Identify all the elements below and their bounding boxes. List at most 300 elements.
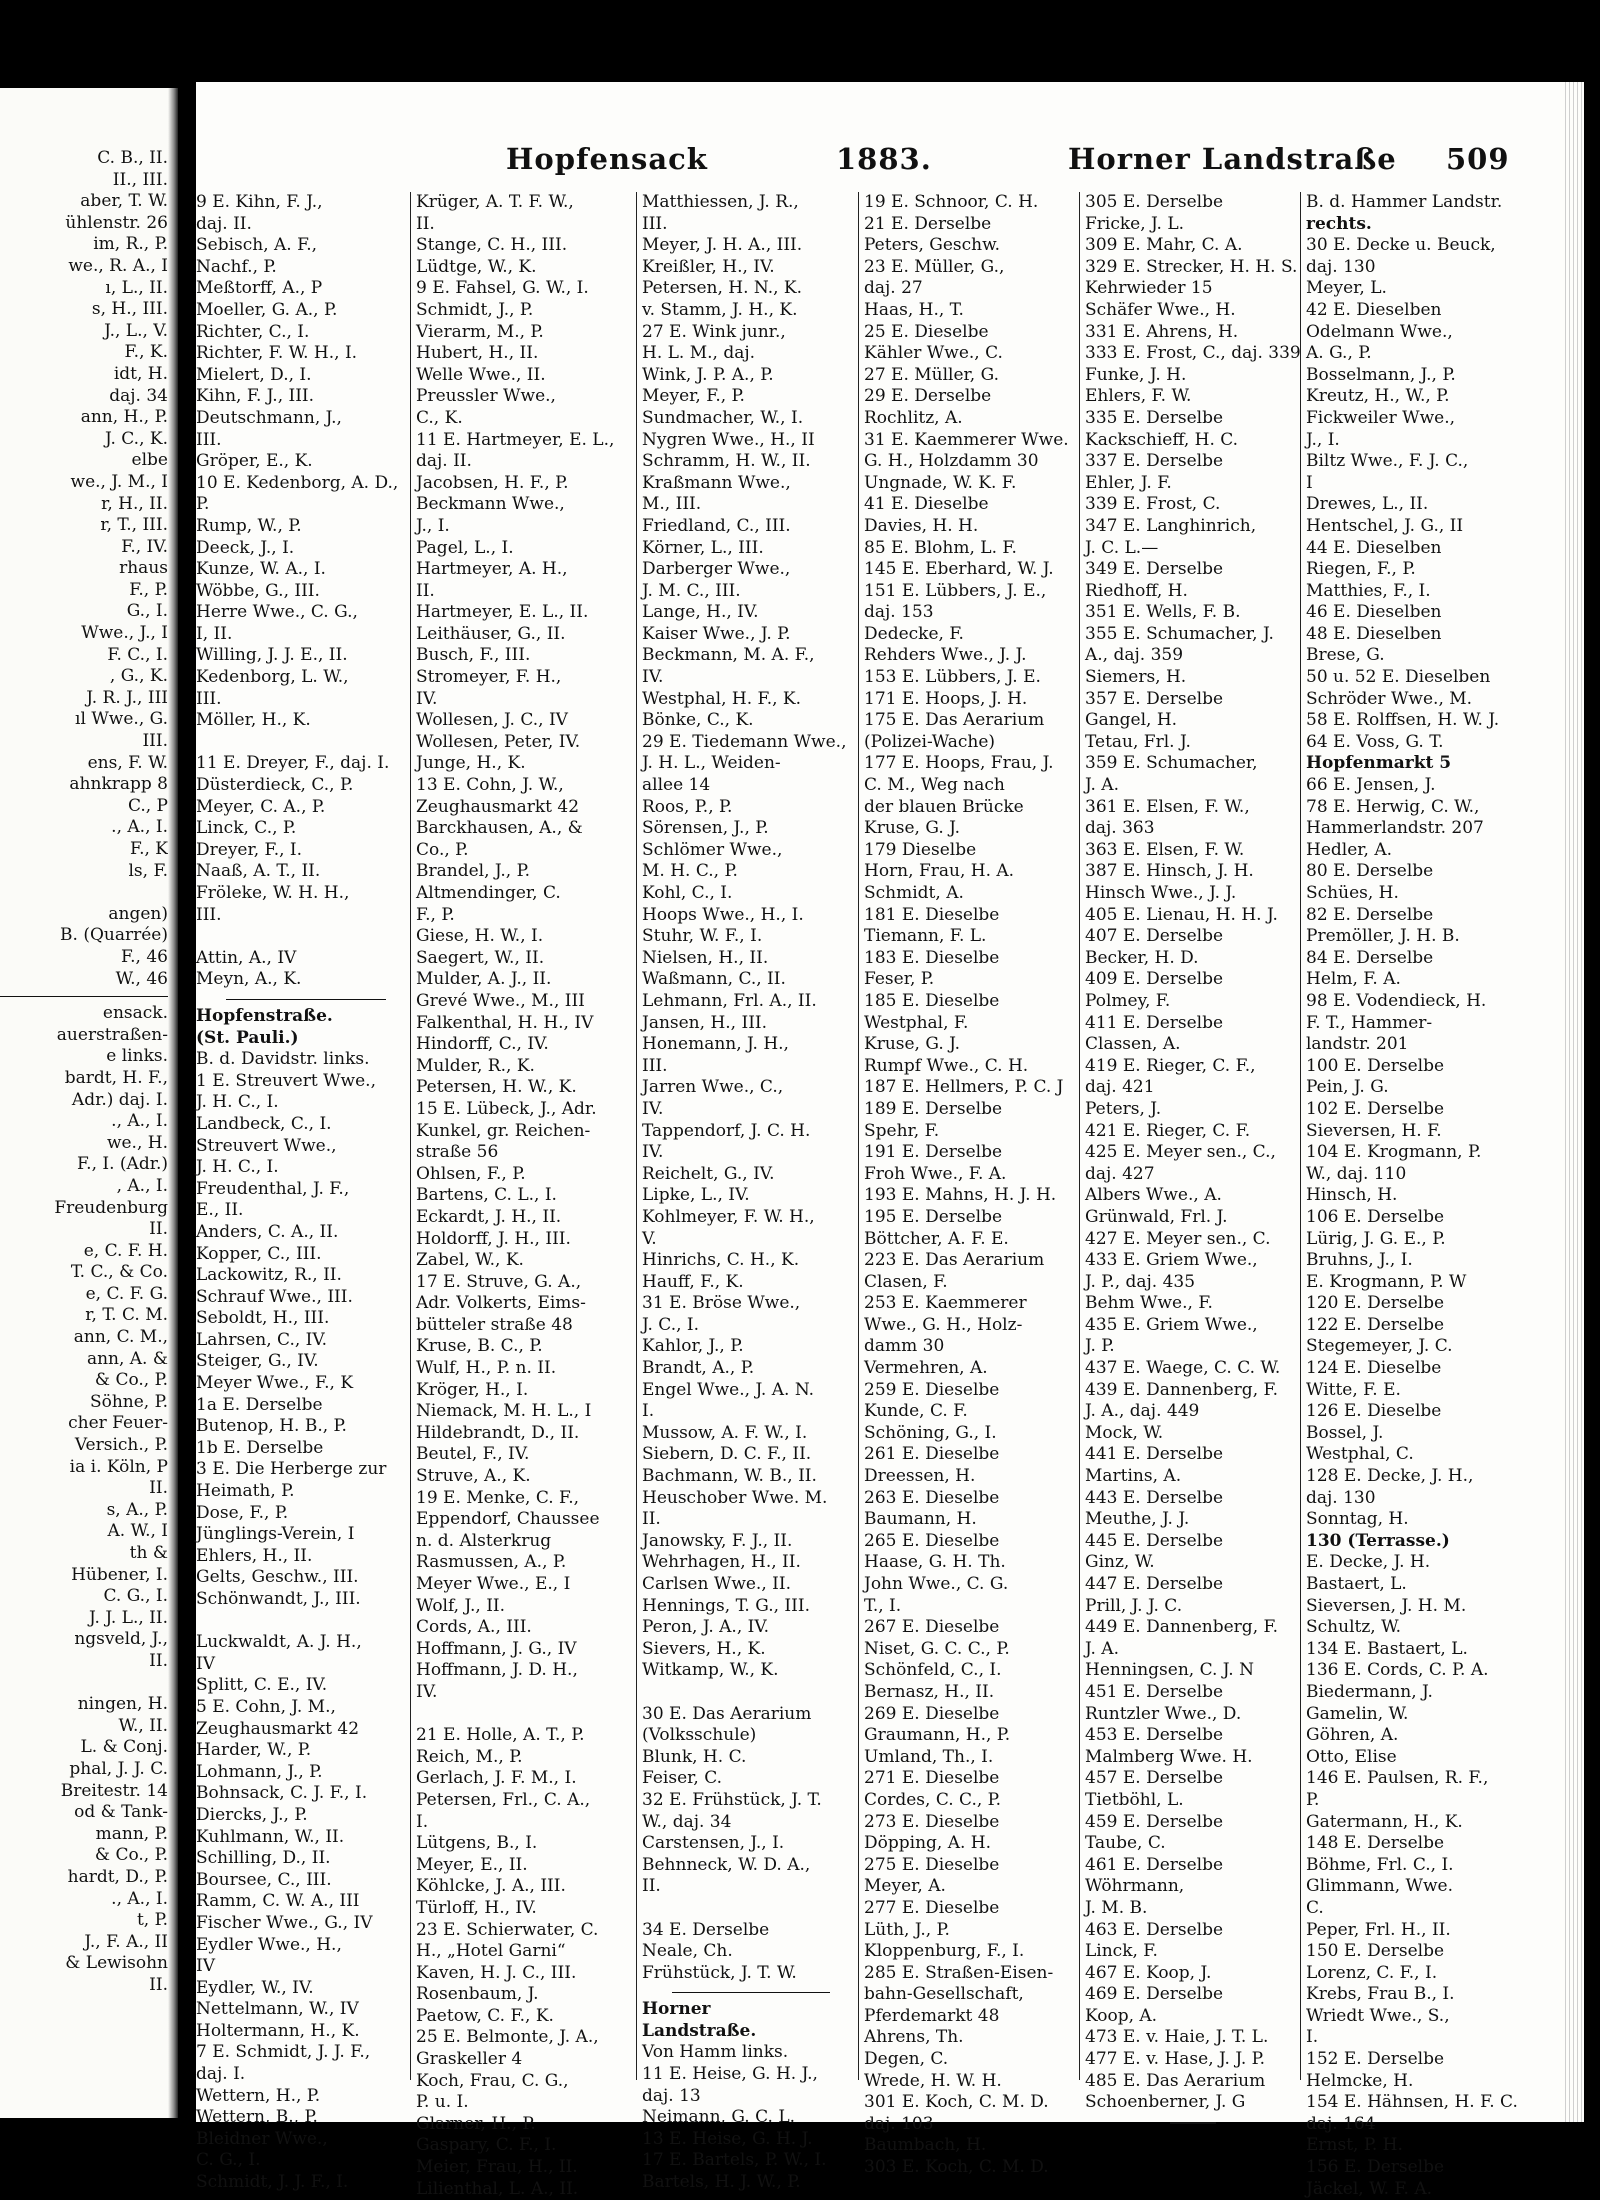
directory-entry: 10 E. Kedenborg, A. D., bbox=[196, 472, 399, 493]
directory-entry: III. bbox=[196, 688, 222, 709]
directory-entry: 124 E. Dieselbe bbox=[1306, 1358, 1442, 1379]
directory-entry: Busch, F., III. bbox=[416, 645, 531, 666]
directory-entry: Neale, Ch. bbox=[642, 1941, 733, 1962]
directory-entry: 84 E. Derselbe bbox=[1306, 947, 1434, 968]
directory-entry: Schmidt, A. bbox=[864, 883, 964, 903]
directory-entry: Zeughausmarkt 42 bbox=[416, 796, 580, 817]
directory-entry: Tietböhl, L. bbox=[1085, 1789, 1184, 1810]
directory-entry: 31 E. Bröse Wwe., bbox=[642, 1293, 801, 1314]
directory-entry: Gerlach, J. F. M., I. bbox=[416, 1768, 577, 1789]
directory-entry: Steiger, G., IV. bbox=[196, 1351, 319, 1372]
directory-entry: 66 E. Jensen, J. bbox=[1306, 775, 1436, 796]
directory-entry: Janowsky, F. J., II. bbox=[642, 1530, 793, 1551]
directory-entry: Schramm, H. W., II. bbox=[642, 451, 811, 472]
directory-entry: Kruse, G. J. bbox=[864, 818, 961, 839]
directory-entry: 7 E. Schmidt, J. J. F., bbox=[196, 2042, 371, 2063]
directory-entry: Friedland, C., III. bbox=[642, 515, 791, 536]
directory-entry: Brandt, A., P. bbox=[642, 1358, 755, 1379]
directory-entry: daj. 363 bbox=[1085, 818, 1155, 839]
directory-entry: Hübener, I. bbox=[71, 1564, 168, 1585]
directory-entry: Kloppenburg, F., I. bbox=[864, 1941, 1025, 1962]
directory-entry: Lütgens, B., I. bbox=[416, 1833, 538, 1854]
directory-entry: II. bbox=[149, 1974, 168, 1995]
directory-entry: Polmey, F. bbox=[1085, 990, 1171, 1011]
directory-entry: s, A., P. bbox=[106, 1499, 168, 1520]
directory-entry: 195 E. Derselbe bbox=[864, 1206, 1003, 1227]
directory-entry: IV bbox=[196, 1653, 215, 1674]
directory-entry: F., 46 bbox=[121, 946, 168, 967]
directory-entry: Kruse, B. C., P. bbox=[416, 1336, 543, 1357]
directory-entry: Ohlsen, F., P. bbox=[416, 1163, 526, 1184]
directory-entry: Runtzler Wwe., D. bbox=[1085, 1703, 1242, 1724]
header-left: Hopfensack bbox=[506, 142, 708, 176]
directory-entry: elbe bbox=[131, 450, 168, 471]
directory-entry: 136 E. Cords, C. P. A. bbox=[1306, 1660, 1489, 1681]
directory-entry: F., K. bbox=[124, 342, 168, 363]
directory-entry: Dose, F., P. bbox=[196, 1502, 289, 1523]
directory-entry: Brandel, J., P. bbox=[416, 861, 530, 882]
directory-entry: Kedenborg, L. W., bbox=[196, 667, 349, 688]
directory-entry: Schmidt, J., P. bbox=[416, 299, 534, 320]
directory-entry: Westphal, C. bbox=[1306, 1444, 1414, 1465]
section-rule bbox=[0, 990, 168, 997]
directory-entry: Streuvert Wwe., bbox=[196, 1135, 337, 1156]
directory-entry: 13 E. Heise, G. H. J. bbox=[642, 2128, 813, 2149]
directory-entry: 19 E. Menke, C. F., bbox=[416, 1487, 580, 1508]
directory-entry: Zabel, W., K. bbox=[416, 1250, 524, 1271]
directory-entry: 21 E. Derselbe bbox=[864, 213, 992, 234]
directory-entry: 261 E. Dieselbe bbox=[864, 1444, 1000, 1465]
directory-entry: Meier, Frau, H., II. bbox=[416, 2157, 578, 2178]
directory-entry: Rochlitz, A. bbox=[864, 407, 963, 428]
directory-entry: I. bbox=[1306, 2027, 1319, 2048]
directory-entry: Sebisch, A. F., bbox=[196, 235, 318, 256]
directory-entry: Pagel, L., I. bbox=[416, 537, 514, 558]
directory-entry: ens, F. W. bbox=[87, 752, 168, 773]
directory-entry: Saegert, W., II. bbox=[416, 947, 545, 968]
directory-entry: ia i. Köln, P bbox=[69, 1456, 168, 1477]
directory-entry: Hoops Wwe., H., I. bbox=[642, 904, 804, 925]
directory-entry: ., A., I. bbox=[111, 1888, 168, 1909]
directory-entry: Bruhns, J., I. bbox=[1306, 1250, 1413, 1271]
directory-entry: C., P bbox=[127, 795, 168, 816]
directory-entry: Mulder, A. J., II. bbox=[416, 969, 552, 990]
directory-entry: ningen, H. bbox=[77, 1694, 168, 1715]
directory-entry: Hennings, T. G., III. bbox=[642, 1595, 810, 1616]
directory-entry: Glimmann, Wwe. bbox=[1306, 1876, 1454, 1897]
directory-entry: Kuhlmann, W., II. bbox=[196, 1826, 345, 1847]
directory-entry: Petersen, H. N., K. bbox=[642, 278, 803, 299]
directory-entry: Ginz, W. bbox=[1085, 1552, 1155, 1573]
directory-entry: 102 E. Derselbe bbox=[1306, 1098, 1445, 1119]
directory-entry: Sonntag, H. bbox=[1306, 1509, 1409, 1530]
directory-entry: Koch, Frau, C. G., bbox=[416, 2070, 569, 2091]
directory-entry: Hoffmann, J. G., IV bbox=[416, 1638, 577, 1659]
directory-entry: Graskeller 4 bbox=[416, 2049, 523, 2070]
directory-entry: 1a E. Derselbe bbox=[196, 1394, 323, 1415]
directory-entry: 179 Dieselbe bbox=[864, 839, 977, 860]
directory-entry: Hildebrandt, D., II. bbox=[416, 1422, 580, 1443]
directory-entry: H., „Hotel Garni“ bbox=[416, 1941, 566, 1962]
directory-entry: Freudenthal, J. F., bbox=[196, 1178, 350, 1199]
end-rule bbox=[1085, 2122, 1300, 2132]
directory-entry: 23 E. Schierwater, C. bbox=[416, 1919, 599, 1940]
directory-entry: 153 E. Lübbers, J. E. bbox=[864, 667, 1041, 688]
directory-entry: Wink, J. P. A., P. bbox=[642, 364, 774, 385]
directory-entry: 134 E. Bastaert, L. bbox=[1306, 1638, 1468, 1659]
directory-entry: Fröleke, W. H. H., bbox=[196, 883, 350, 903]
directory-entry: Altmendinger, C. bbox=[416, 883, 561, 903]
scan-border-top bbox=[118, 0, 180, 88]
directory-entry: angen) bbox=[108, 903, 168, 924]
directory-entry: daj. 164 bbox=[1306, 2113, 1376, 2134]
directory-entry: 253 E. Kaemmerer bbox=[864, 1293, 1027, 1314]
directory-entry: Düsterdieck, C., P. bbox=[196, 775, 354, 796]
directory-entry: we., R. A., I bbox=[68, 255, 168, 276]
directory-entry: 126 E. Dieselbe bbox=[1306, 1401, 1442, 1422]
directory-entry: 459 E. Derselbe bbox=[1085, 1811, 1224, 1832]
directory-entry: Kohlmeyer, F. W. H., bbox=[642, 1206, 815, 1227]
directory-entry: Hindorff, C., IV. bbox=[416, 1034, 549, 1055]
directory-entry: Herre Wwe., C. G., bbox=[196, 602, 358, 623]
directory-entry: 189 E. Derselbe bbox=[864, 1098, 1003, 1119]
directory-entry bbox=[0, 882, 168, 904]
directory-entry: 148 E. Derselbe bbox=[1306, 1833, 1445, 1854]
directory-entry: Hartmeyer, A. H., bbox=[416, 559, 568, 580]
directory-entry: 120 E. Derselbe bbox=[1306, 1293, 1445, 1314]
directory-entry: 269 E. Dieselbe bbox=[864, 1703, 1000, 1724]
directory-entry: Linck, C., P. bbox=[196, 818, 297, 839]
directory-entry: 443 E. Derselbe bbox=[1085, 1487, 1224, 1508]
directory-entry: Göhren, A. bbox=[1306, 1725, 1399, 1746]
directory-entry: Fickweiler Wwe., bbox=[1306, 407, 1456, 428]
directory-entry: G. H., Holzdamm 30 bbox=[864, 451, 1039, 472]
directory-entry: Riegen, F., P. bbox=[1306, 559, 1416, 580]
directory-entry: Attin, A., IV bbox=[196, 947, 297, 968]
section-heading: (St. Pauli.) bbox=[196, 1027, 299, 1048]
directory-entry: Siemers, H. bbox=[1085, 667, 1187, 688]
directory-entry: Biedermann, J. bbox=[1306, 1681, 1433, 1702]
directory-entry: r, T. C. M. bbox=[85, 1305, 168, 1326]
directory-entry: Cords, A., III. bbox=[416, 1617, 532, 1638]
directory-entry: Kunze, W. A., I. bbox=[196, 559, 326, 580]
directory-entry: Mielert, D., I. bbox=[196, 364, 312, 385]
section-heading: rechts. bbox=[1306, 213, 1372, 234]
column-2 bbox=[416, 192, 634, 2199]
directory-entry: Rosenbaum, J. bbox=[416, 1984, 539, 2005]
directory-entry: Lange, H., IV. bbox=[642, 602, 759, 623]
directory-entry: Kihn, F. J., III. bbox=[196, 386, 315, 407]
directory-entry: Jacobsen, H. F., P. bbox=[416, 472, 569, 493]
directory-entry: Waßmann, C., II. bbox=[642, 969, 786, 990]
directory-entry: W., daj. 34 bbox=[642, 1811, 732, 1832]
directory-entry: Feiser, C. bbox=[642, 1768, 723, 1789]
directory-entry: J. A. bbox=[1085, 775, 1119, 796]
directory-entry: 441 E. Derselbe bbox=[1085, 1444, 1224, 1465]
directory-entry: Stromeyer, F. H., bbox=[416, 667, 562, 688]
directory-entry: we., H. bbox=[106, 1132, 168, 1153]
directory-entry: Wriedt Wwe., S., bbox=[1306, 2005, 1450, 2026]
directory-entry: ngsveld, J., bbox=[74, 1629, 168, 1650]
directory-entry: 411 E. Derselbe bbox=[1085, 1012, 1224, 1033]
directory-entry: Schönfeld, C., I. bbox=[864, 1660, 1002, 1681]
directory-entry: 339 E. Frost, C. bbox=[1085, 494, 1221, 515]
directory-entry: Kahlor, J., P. bbox=[642, 1336, 744, 1357]
directory-entry: phal, J. J. C. bbox=[69, 1758, 168, 1779]
directory-entry: Taube, C. bbox=[1085, 1833, 1166, 1854]
directory-entry: ann, H., P. bbox=[80, 407, 168, 428]
directory-entry: F. T., Hammer- bbox=[1306, 1012, 1433, 1033]
directory-entry: Gaspary, C. F., I. bbox=[416, 2135, 557, 2156]
directory-entry: Hubert, H., II. bbox=[416, 343, 539, 364]
directory-entry: Hinrichs, C. H., K. bbox=[642, 1250, 800, 1271]
directory-entry: F. C., I. bbox=[107, 644, 168, 665]
directory-entry: Otto, Elise bbox=[1306, 1746, 1397, 1767]
directory-entry: Neimann, G. C. L. bbox=[642, 2107, 796, 2128]
directory-entry: Wrede, H. W. H. bbox=[864, 2070, 1002, 2091]
directory-entry: Funke, J. H. bbox=[1085, 364, 1187, 385]
page-number: 509 bbox=[1446, 142, 1510, 176]
directory-entry: 5 E. Cohn, J. M., bbox=[196, 1696, 336, 1717]
directory-entry: Luckwaldt, A. J. H., bbox=[196, 1632, 362, 1653]
directory-entry: Butenop, H. B., P. bbox=[196, 1416, 347, 1437]
directory-entry: Sieversen, H. F. bbox=[1306, 1120, 1442, 1141]
directory-entry: Westphal, H. F., K. bbox=[642, 688, 802, 709]
directory-entry: 128 E. Decke, J. H., bbox=[1306, 1466, 1474, 1487]
directory-entry: Wöbbe, G., III. bbox=[196, 580, 320, 601]
directory-entry: 48 E. Dieselben bbox=[1306, 623, 1442, 644]
directory-entry: Bartels, H. J. W., P. bbox=[642, 2172, 801, 2193]
directory-entry: 361 E. Elsen, F. W., bbox=[1085, 796, 1250, 817]
directory-entry: 387 E. Hinsch, J. H. bbox=[1085, 861, 1254, 882]
directory-entry: B. d. Davidstr. links. bbox=[196, 1049, 370, 1070]
directory-entry: Degen, C. bbox=[864, 2049, 949, 2070]
directory-entry: 405 E. Lienau, H. H. J. bbox=[1085, 904, 1278, 925]
directory-entry: Niemack, M. H. L., I bbox=[416, 1401, 592, 1422]
directory-entry: 50 u. 52 E. Dieselben bbox=[1306, 667, 1491, 688]
directory-entry: Leithäuser, G., II. bbox=[416, 623, 566, 644]
directory-entry: Wollesen, Peter, IV. bbox=[416, 731, 581, 752]
directory-entry: Witkamp, W., K. bbox=[642, 1660, 779, 1681]
directory-entry: Meyn, A., K. bbox=[196, 969, 302, 990]
directory-entry: J. H. C., I. bbox=[196, 1157, 279, 1178]
directory-entry: Böhme, Frl. C., I. bbox=[1306, 1854, 1454, 1875]
directory-entry: III. bbox=[196, 429, 222, 450]
directory-entry: 17 E. Struve, G. A., bbox=[416, 1271, 582, 1292]
directory-entry: H. L. M., daj. bbox=[642, 343, 756, 364]
directory-entry: Fricke, J. L. bbox=[1085, 213, 1185, 234]
book-gutter bbox=[168, 88, 178, 2118]
directory-entry: daj. 34 bbox=[109, 385, 168, 406]
directory-entry: ensack. bbox=[102, 1003, 168, 1024]
directory-entry: Breitestr. 14 bbox=[60, 1780, 168, 1801]
directory-entry: 27 E. Wink junr., bbox=[642, 321, 786, 342]
directory-entry: 17 E. Bartels, P. W., I. bbox=[642, 2150, 827, 2171]
directory-entry: 78 E. Herwig, C. W., bbox=[1306, 796, 1480, 817]
directory-entry: J. A., daj. 449 bbox=[1085, 1401, 1200, 1422]
directory-entry: Meuthe, J. J. bbox=[1085, 1509, 1190, 1530]
section-rule bbox=[226, 991, 386, 1000]
directory-entry: auerstraßen- bbox=[56, 1024, 168, 1045]
directory-entry: Riedhoff, H. bbox=[1085, 580, 1188, 601]
directory-entry: C. G., I. bbox=[196, 2150, 261, 2171]
header-right: Horner Landstraße bbox=[1068, 142, 1397, 176]
directory-entry: Pein, J. G. bbox=[1306, 1077, 1389, 1098]
directory-entry: Vermehren, A. bbox=[864, 1358, 988, 1379]
directory-entry: A. G., P. bbox=[1306, 343, 1372, 364]
directory-entry: damm 30 bbox=[864, 1336, 945, 1357]
directory-entry: aber, T. W. bbox=[80, 191, 168, 212]
directory-entry: Cordes, C. C., P. bbox=[864, 1789, 1002, 1810]
directory-entry: 335 E. Derselbe bbox=[1085, 407, 1224, 428]
directory-entry: 359 E. Schumacher, bbox=[1085, 753, 1258, 774]
directory-entry: Gatermann, H., K. bbox=[1306, 1811, 1463, 1832]
directory-entry: daj. 103 bbox=[864, 2113, 934, 2134]
directory-entry: Hinsch, H. bbox=[1306, 1185, 1398, 1206]
directory-entry: Carstensen, J., I. bbox=[642, 1833, 785, 1854]
directory-entry: 185 E. Dieselbe bbox=[864, 990, 1000, 1011]
directory-entry: Schultz, W. bbox=[1306, 1617, 1402, 1638]
directory-entry: J. A. bbox=[1085, 1638, 1119, 1659]
directory-entry: e, C. F. H. bbox=[83, 1240, 168, 1261]
directory-entry: Schäfer Wwe., H. bbox=[1085, 299, 1236, 320]
directory-entry: C. B., II. bbox=[97, 148, 168, 168]
directory-entry: Stuhr, W. F., I. bbox=[642, 926, 763, 947]
directory-entry: Beckmann Wwe., bbox=[416, 494, 565, 515]
directory-entry: 11 E. Dreyer, F., daj. I. bbox=[196, 753, 390, 774]
directory-entry: Wettern, B., P. bbox=[196, 2107, 318, 2128]
section-heading: Horner bbox=[642, 1999, 711, 2020]
header-year: 1883. bbox=[836, 142, 932, 176]
directory-entry: Schoenberner, J. G bbox=[1085, 2092, 1246, 2113]
directory-entry: Hentschel, J. G., II bbox=[1306, 515, 1464, 536]
directory-entry: Freudenburg bbox=[54, 1197, 168, 1218]
section-rule bbox=[672, 1984, 830, 1993]
directory-entry: ann, A. & bbox=[86, 1348, 168, 1369]
directory-entry: J. H. L., Weiden- bbox=[642, 753, 781, 774]
directory-entry: Witte, F. E. bbox=[1306, 1379, 1401, 1400]
directory-entry: Matthiessen, J. R., bbox=[642, 192, 799, 212]
directory-entry: Holdorff, J. H., III. bbox=[416, 1228, 571, 1249]
directory-entry: Bohnsack, C. J. F., I. bbox=[196, 1783, 368, 1804]
directory-entry: C., K. bbox=[416, 407, 463, 428]
directory-entry: P. u. I. bbox=[416, 2092, 469, 2113]
directory-entry: Stegemeyer, J. C. bbox=[1306, 1336, 1453, 1357]
directory-entry: 1b E. Derselbe bbox=[196, 1437, 324, 1458]
directory-entry: W., daj. 110 bbox=[1306, 1163, 1407, 1184]
directory-entry: Co., P. bbox=[416, 839, 469, 860]
directory-entry: 98 E. Vodendieck, H. bbox=[1306, 990, 1487, 1011]
directory-entry: III. bbox=[196, 904, 222, 925]
directory-entry: daj. II. bbox=[416, 451, 472, 472]
directory-entry: v. Stamm, J. H., K. bbox=[642, 299, 798, 320]
directory-entry: Kraßmann Wwe., bbox=[642, 472, 791, 493]
directory-entry: J. M. C., III. bbox=[642, 580, 741, 601]
directory-entry: Tappendorf, J. C. H. bbox=[642, 1120, 811, 1141]
directory-entry: 409 E. Derselbe bbox=[1085, 969, 1224, 990]
directory-entry: straße 56 bbox=[416, 1142, 499, 1163]
directory-entry: Meßtorff, A., P bbox=[196, 278, 323, 299]
directory-entry: daj. 427 bbox=[1085, 1163, 1155, 1184]
directory-entry: J. P. bbox=[1085, 1336, 1115, 1357]
directory-entry: M., III. bbox=[642, 494, 702, 515]
directory-entry: Sundmacher, W., I. bbox=[642, 407, 804, 428]
directory-entry: ls, F. bbox=[128, 860, 168, 881]
directory-entry: Wettern, H., P. bbox=[196, 2085, 321, 2106]
directory-entry: 187 E. Hellmers, P. C. J bbox=[864, 1077, 1064, 1098]
directory-entry: Schilling, D., II. bbox=[196, 1848, 331, 1869]
directory-entry: daj. 153 bbox=[864, 602, 934, 623]
directory-entry: 30 E. Decke u. Beuck, bbox=[1306, 235, 1496, 256]
directory-entry: E. Krogmann, P. W bbox=[1306, 1271, 1467, 1292]
directory-entry: Nielsen, H., II. bbox=[642, 947, 769, 968]
directory-entry: B. (Quarrée) bbox=[60, 925, 168, 946]
column-divider bbox=[1300, 192, 1301, 2080]
directory-entry: Frühstück, J. T. W. bbox=[642, 1962, 797, 1983]
directory-entry: Eppendorf, Chaussee bbox=[416, 1509, 600, 1530]
directory-entry: C. M., Weg nach bbox=[864, 775, 1005, 796]
directory-entry: ann, C. M., bbox=[73, 1327, 168, 1348]
directory-entry: IV. bbox=[416, 688, 438, 709]
directory-entry: 421 E. Rieger, C. F. bbox=[1085, 1120, 1251, 1141]
directory-entry: Krebs, Frau B., I. bbox=[1306, 1984, 1455, 2005]
directory-entry: Reich, M., P. bbox=[416, 1746, 523, 1767]
directory-entry: V. bbox=[642, 1228, 657, 1249]
directory-entry: ı, L., II. bbox=[105, 277, 168, 298]
directory-entry: Beutel, F., IV. bbox=[416, 1444, 530, 1465]
directory-entry: IV. bbox=[642, 1142, 664, 1163]
directory-entry: 461 E. Derselbe bbox=[1085, 1854, 1224, 1875]
directory-entry: 433 E. Griem Wwe., bbox=[1085, 1250, 1258, 1271]
directory-entry: Meyer, A. bbox=[864, 1876, 946, 1897]
directory-entry: e links. bbox=[106, 1046, 168, 1067]
directory-entry: J. C., K. bbox=[104, 428, 168, 449]
directory-entry: 100 E. Derselbe bbox=[1306, 1055, 1445, 1076]
directory-entry: Pferdemarkt 48 bbox=[864, 2005, 1000, 2026]
column-divider bbox=[858, 192, 859, 2080]
directory-entry: F., P. bbox=[416, 904, 455, 925]
directory-entry: Albers Wwe., A. bbox=[1085, 1185, 1222, 1206]
directory-entry: Preussler Wwe., bbox=[416, 386, 556, 407]
directory-entry: 152 E. Derselbe bbox=[1306, 2049, 1445, 2070]
directory-entry: ıl Wwe., G. bbox=[75, 709, 168, 730]
directory-entry: 273 E. Dieselbe bbox=[864, 1811, 1000, 1832]
directory-entry: Bosselmann, J., P. bbox=[1306, 364, 1456, 385]
directory-entry: Kaven, H. J. C., III. bbox=[416, 1962, 577, 1983]
directory-entry: Becker, H. D. bbox=[1085, 947, 1199, 968]
section-heading: Hopfenmarkt 5 bbox=[1306, 753, 1452, 774]
directory-entry: 19 E. Schnoor, C. H. bbox=[864, 192, 1039, 212]
directory-entry: Bernasz, H., II. bbox=[864, 1681, 995, 1702]
directory-entry: 457 E. Derselbe bbox=[1085, 1768, 1224, 1789]
directory-entry: Carlsen Wwe., II. bbox=[642, 1574, 791, 1594]
directory-entry: J., F. A., II bbox=[84, 1931, 168, 1952]
directory-entry: Brese, G. bbox=[1306, 645, 1385, 666]
directory-entry: 151 E. Lübbers, J. E., bbox=[864, 580, 1047, 601]
directory-entry: 357 E. Derselbe bbox=[1085, 688, 1224, 709]
directory-entry: Schönwandt, J., III. bbox=[196, 1589, 361, 1609]
directory-entry: Peters, J. bbox=[1085, 1098, 1162, 1119]
directory-entry: Gangel, H. bbox=[1085, 710, 1178, 731]
directory-entry: Schrauf Wwe., III. bbox=[196, 1286, 353, 1307]
directory-entry: Meyer, E., II. bbox=[416, 1854, 528, 1875]
directory-entry: Junge, H., K. bbox=[416, 753, 526, 774]
directory-entry: John Wwe., C. G. bbox=[864, 1574, 1009, 1594]
directory-entry: ., A., I. bbox=[111, 1111, 168, 1132]
directory-entry: 44 E. Dieselben bbox=[1306, 537, 1442, 558]
directory-entry: Versich., P. bbox=[74, 1435, 168, 1456]
directory-entry: Lürig, J. G. E., P. bbox=[1306, 1228, 1446, 1249]
